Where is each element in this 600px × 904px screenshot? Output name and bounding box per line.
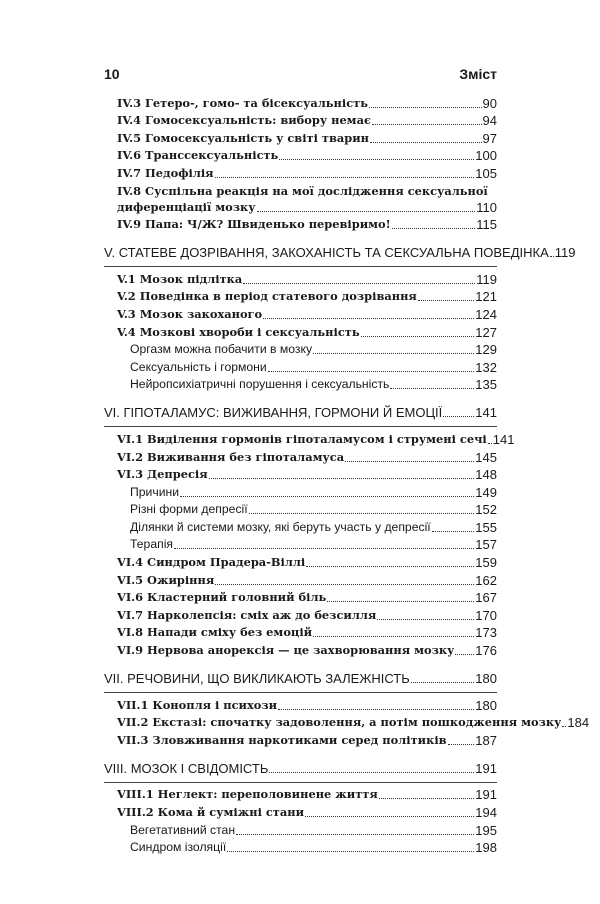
chapter-title[interactable] [104, 241, 576, 261]
toc-entry-page: 127 [475, 324, 497, 340]
dot-leader [305, 815, 474, 817]
toc-entry-label: Вегетативний стан [130, 822, 236, 837]
toc-entry-label: V.2 Поведінка в період статевого дозрівання [117, 289, 417, 304]
chapter-heading [104, 241, 576, 267]
toc-entry-label: Сексуальність і гормони [130, 359, 267, 374]
chapter-title[interactable] [104, 757, 497, 777]
dot-leader [379, 797, 475, 799]
toc-entry[interactable] [104, 803, 497, 821]
toc-entry-label: IV.5 Гомосексуальність у світі тварин [117, 130, 370, 145]
toc-entry-label: Синдром ізоляції [130, 840, 227, 855]
toc-entry-label: VII.2 Екстазі: спочатку задоволення, а потім пошкодження мозку [117, 715, 562, 730]
chapter-title-label: VI. ГІПОТАЛАМУС: ВИЖИВАННЯ, ГОРМОНИ Й ЕМОЦІЇ [104, 405, 443, 421]
toc-entry-label: VI.3 Депресія [117, 467, 208, 482]
dot-leader [249, 512, 475, 514]
toc-entry-page: 145 [475, 449, 497, 465]
chapter-title-page: 119 [554, 245, 576, 261]
dot-leader [370, 141, 482, 143]
toc-entry-page: 119 [476, 271, 497, 287]
dot-leader [550, 255, 554, 257]
chapter-heading [104, 401, 497, 427]
toc-entry-page: 149 [475, 484, 497, 500]
dot-leader [390, 387, 474, 389]
toc-entry[interactable] [104, 430, 515, 448]
toc-entry-label: IV.4 Гомосексуальність: вибору немає [117, 113, 371, 128]
toc-entry[interactable] [104, 466, 497, 484]
toc-entry[interactable] [104, 589, 497, 607]
toc-entry-page: 195 [475, 822, 497, 838]
toc-entry-page: 124 [475, 306, 497, 322]
dot-leader [215, 583, 474, 585]
chapter-title-label: VIII. МОЗОК І СВІДОМІСТЬ [104, 760, 269, 776]
dot-leader [243, 282, 475, 284]
toc-entry-label: Оргазм можна побачити в мозку [130, 342, 313, 357]
toc-entry[interactable] [104, 129, 497, 147]
toc-entry[interactable] [104, 358, 497, 376]
toc-entry-page: 115 [476, 217, 497, 233]
toc-entry-page: 152 [475, 502, 497, 518]
toc-entry-page: 170 [475, 607, 497, 623]
dot-leader [269, 771, 474, 773]
dot-leader [411, 681, 475, 683]
toc-entry-label: VI.6 Кластерний головний біль [117, 590, 327, 605]
toc-entry-page: 162 [475, 572, 497, 588]
toc-entry-page: 194 [475, 805, 497, 820]
toc-entry-label: VI.8 Напади сміху без емоцій [117, 625, 313, 640]
dot-leader [180, 495, 474, 497]
toc-entry-label: VI.7 Нарколепсія: сміх аж до безсилля [117, 607, 377, 622]
dot-leader [227, 850, 474, 852]
dot-leader [209, 477, 475, 479]
toc-entry[interactable] [104, 323, 497, 341]
toc-entry[interactable] [104, 518, 497, 536]
toc-entry-page: 132 [475, 359, 497, 375]
toc-entry-page: 121 [475, 289, 497, 305]
toc-entry[interactable] [104, 624, 497, 642]
toc-entry[interactable] [104, 483, 497, 501]
dot-leader [257, 210, 476, 212]
dot-leader [215, 176, 475, 178]
dot-leader [448, 743, 475, 745]
toc-entry-label: VII.1 Конопля і психози [117, 697, 278, 712]
dot-leader [327, 600, 474, 602]
chapter-title-label: V. СТАТЕВЕ ДОЗРІВАННЯ, ЗАКОХАНІСТЬ ТА СЕКСУАЛЬНА ПОВЕДІНКА [104, 245, 549, 261]
toc-entry-page: 141 [492, 431, 515, 447]
dot-leader [418, 299, 474, 301]
dot-leader [278, 708, 474, 710]
dot-leader [174, 547, 474, 549]
dot-leader [279, 158, 474, 160]
toc-entry-label: VIII.1 Неглект: переполовинене життя [117, 787, 378, 802]
toc-entry-page: 191 [475, 787, 497, 803]
dot-leader [263, 317, 474, 319]
dot-leader [236, 833, 474, 835]
toc-entry-label: VI.1 Виділення гормонів гіпоталамусом і струмені сечі [117, 431, 487, 446]
toc-entry-label: V.3 Мозок закоханого [117, 306, 263, 321]
chapter-title-page: 141 [475, 405, 497, 421]
dot-leader [345, 460, 474, 462]
toc-entry-page: 90 [482, 95, 497, 111]
chapter-title-page: 191 [475, 760, 497, 776]
dot-leader [313, 352, 474, 354]
toc-entry-page: 94 [482, 113, 497, 129]
toc-entry-page: 167 [475, 590, 497, 606]
toc-entry-label: IV.7 Педофілія [117, 165, 214, 180]
toc-entry[interactable] [104, 216, 497, 234]
toc-entry[interactable] [104, 731, 497, 749]
toc-entry-page: 198 [475, 840, 497, 856]
dot-leader [392, 227, 476, 229]
chapter-heading [104, 667, 497, 693]
dot-leader [268, 370, 475, 372]
toc-entry[interactable] [104, 696, 497, 714]
dot-leader [361, 335, 475, 337]
toc-entry-label: диференціації мозку [117, 199, 256, 214]
toc-entry[interactable] [104, 147, 497, 165]
toc-entry[interactable] [104, 94, 497, 112]
toc-entry[interactable] [104, 606, 497, 624]
toc-entry-page: 184 [567, 715, 590, 731]
dot-leader [562, 725, 566, 727]
toc-entry[interactable] [104, 501, 497, 519]
toc-entry-page: 159 [475, 555, 497, 571]
toc-entry[interactable] [104, 786, 497, 804]
toc-entry[interactable] [104, 839, 497, 857]
toc-entry[interactable] [104, 641, 497, 659]
toc-entry[interactable] [104, 341, 497, 359]
table-of-contents [104, 94, 590, 856]
toc-entry-label: IV.6 Транссексуальність [117, 148, 279, 163]
toc-entry-page: 180 [475, 697, 497, 713]
toc-entry-page: 157 [475, 537, 497, 553]
toc-entry-label: IV.8 Суспільна реакція на мої дослідження сексуальної [117, 183, 488, 198]
toc-entry-page: 110 [476, 199, 497, 215]
toc-entry[interactable] [104, 448, 497, 466]
toc-entry-page: 148 [475, 467, 497, 483]
toc-entry-page: 173 [475, 625, 497, 641]
dot-leader [372, 123, 482, 125]
chapter-title-label: VII. РЕЧОВИНИ, ЩО ВИКЛИКАЮТЬ ЗАЛЕЖНІСТЬ [104, 671, 410, 687]
toc-entry-label: VIII.2 Кома й суміжні стани [117, 805, 305, 819]
toc-entry-label: V.4 Мозкові хвороби і сексуальність [117, 324, 360, 339]
toc-entry-page: 105 [475, 165, 497, 181]
chapter-title[interactable] [104, 667, 497, 687]
toc-entry-page: 176 [475, 643, 497, 659]
toc-entry-label: Ділянки й системи мозку, які беруть участь у депресії [130, 519, 431, 534]
toc-entry-label: VI.2 Виживання без гіпоталамуса [117, 449, 345, 464]
toc-entry-label: VI.4 Синдром Прадера-Віллі [117, 555, 306, 570]
toc-entry-label: Терапія [130, 537, 174, 552]
chapter-heading [104, 757, 497, 783]
toc-entry[interactable] [104, 200, 497, 216]
toc-entry[interactable] [104, 571, 497, 589]
toc-entry[interactable] [104, 714, 590, 732]
toc-entry[interactable] [104, 376, 497, 394]
dot-leader [377, 618, 474, 620]
toc-entry-page: 187 [475, 732, 497, 748]
dot-leader [443, 415, 474, 417]
toc-entry[interactable] [104, 305, 497, 323]
toc-entry[interactable] [104, 270, 497, 288]
toc-entry-label: IV.9 Папа: Ч/Ж? Швиденько перевіримо! [117, 217, 391, 232]
toc-entry-page: 155 [475, 519, 497, 535]
toc-entry-label: VII.3 Зловживання наркотиками серед політиків [117, 732, 447, 747]
dot-leader [313, 635, 474, 637]
toc-entry[interactable] [104, 553, 497, 571]
toc-entry[interactable] [104, 164, 497, 182]
toc-entry-label: Різні форми депресії [130, 502, 248, 517]
toc-entry[interactable] [104, 112, 497, 130]
dot-leader [432, 530, 475, 532]
toc-entry-label: Нейропсихіатричні порушення і сексуальність [130, 377, 390, 392]
toc-entry-page: 129 [475, 342, 497, 358]
chapter-title[interactable] [104, 401, 497, 421]
toc-entry-page: 135 [475, 377, 497, 393]
toc-entry[interactable] [104, 536, 497, 554]
toc-entry-label: VI.9 Нервова анорексія — це захворювання мозку [117, 643, 455, 658]
running-title: Зміст [459, 66, 497, 82]
toc-entry-page: 100 [475, 148, 497, 164]
toc-entry[interactable] [104, 821, 497, 839]
toc-entry-label: VI.5 Ожиріння [117, 572, 215, 587]
dot-leader [306, 565, 474, 567]
chapter-title-page: 180 [475, 671, 497, 687]
toc-entry-page: 97 [482, 130, 497, 146]
dot-leader [488, 442, 492, 444]
dot-leader [455, 653, 474, 655]
page-number: 10 [104, 66, 120, 82]
toc-entry-label: IV.3 Гетеро-, гомо- та бісексуальність [117, 95, 368, 110]
toc-entry[interactable] [104, 182, 497, 200]
dot-leader [369, 106, 482, 108]
toc-entry[interactable] [104, 288, 497, 306]
toc-entry-label: V.1 Мозок підлітка [117, 271, 243, 286]
toc-entry-label: Причини [130, 484, 180, 499]
